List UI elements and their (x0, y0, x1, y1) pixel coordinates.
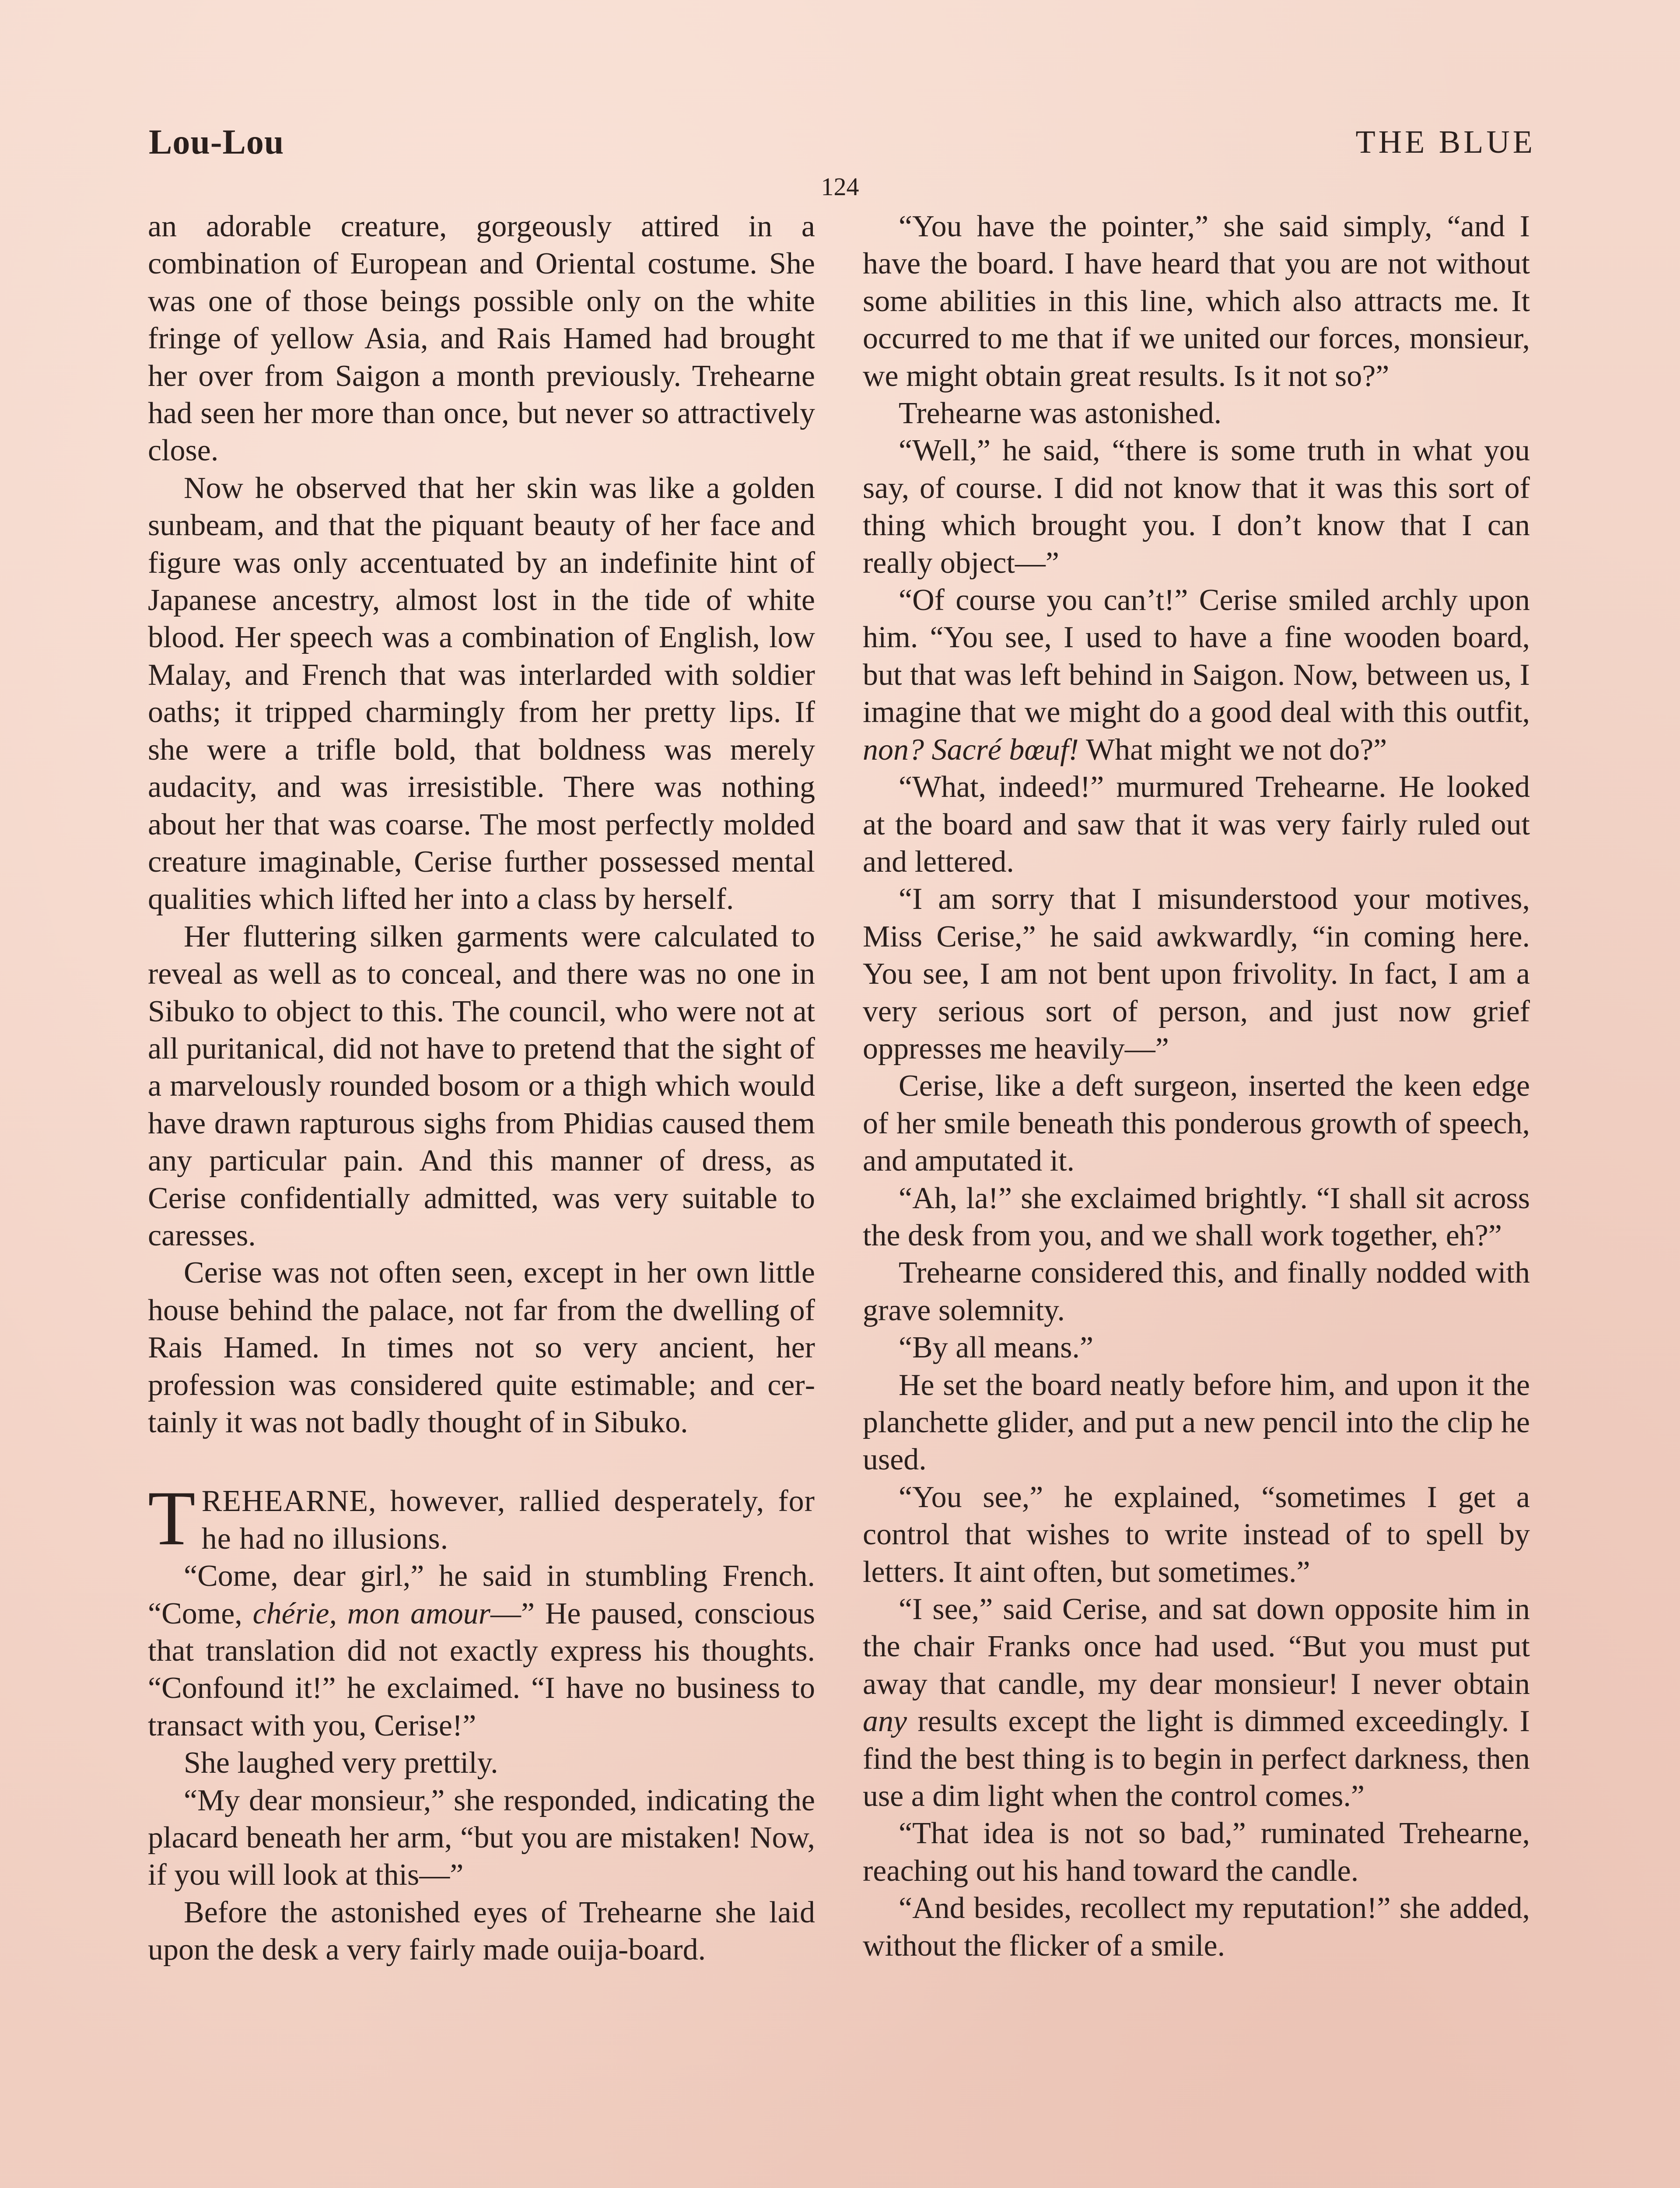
text-run: —” He paused, conscious that translation did not exactly express his thoughts. “Confound it!” he exclaimed. “I have no business to transact with you, Cerise!” (148, 1596, 816, 1743)
text-run: “I see,” said Cerise, and sat down opposite him in the chair Franks once had used. “But you must put away that candle, my dear monsieur! I never obtain (863, 1592, 1530, 1701)
paragraph (148, 1557, 815, 1744)
paragraph: Trehearne considered this, and finally nodded with grave solemnity. (863, 1256, 1530, 1327)
text-run: What might we not do?” (1078, 733, 1387, 767)
paragraph: “You have the pointer,” she said simply, “and I have the board. I have heard that you are not without some abilities in this line, which also attracts me. It occurred to me that if we united our forces, monsieur, we might obtain great results. Is it not so?” (863, 210, 1530, 393)
paragraph: Her fluttering silken garments were calculated to reveal as well as to conceal, and there was no one in Sibuko to object to this. The council, who were not at all puritanical, did not have to pretend that the sight of a marvelously rounded bosom or a thigh which would have drawn rapturous sighs from Phidias caused them any particular pain. And this manner of dress, as Cerise confidentially admitted, was very suitable to caresses. (148, 919, 815, 1252)
paragraph: Before the astonished eyes of Trehearne she laid upon the desk a very fairly made ouija-board. (148, 1895, 815, 1967)
paragraph: She laughed very prettily. (184, 1746, 498, 1780)
text-run: “Of course you can’t!” Cerise smiled archly upon him. “You see, I used to have a fine wooden board, but that was left behind in Saigon. Now, between us, I imagine that we might do a good deal with this outfit, (863, 583, 1530, 729)
paragraph: “Well,” he said, “there is some truth in what you say, of course. I did not know that it was this sort of thing which brought you. I don’t know that I can really object—” (863, 434, 1530, 580)
paragraph: “Ah, la!” she exclaimed brightly. “I shall sit across the desk from you, and we shall work together, eh?” (863, 1181, 1530, 1252)
italic-text: non? Sacré bœuf! (863, 733, 1079, 767)
paragraph: Cerise, like a deft surgeon, inserted the keen edge of her smile beneath this ponderous growth of speech, and amputated it. (863, 1069, 1530, 1178)
section-opening-paragraph (148, 1475, 815, 1562)
story-title: Lou-Lou (149, 123, 284, 161)
paragraph: Trehearne was astonished. (899, 396, 1222, 431)
paragraph: Now he observed that her skin was like a golden sunbeam, and that the piquant beauty of her face and figure was only accentuated by an indefinite hint of Japanese ancestry, almost lost in the tide of white blood. Her speech was a combination of English, low Malay, and French that was interlarded with soldier oaths; it tripped charmingly from her pretty lips. If she were a trifle bold, that boldness was merely audacity, and was irresistible. There was nothing about her that was coarse. The most perfectly molded creature imaginable, Cerise further possessed mental qualities which lifted her into a class by herself. (148, 471, 815, 916)
paragraph (863, 582, 1530, 768)
drop-cap: T (148, 1475, 196, 1562)
paragraph: “You see,” he explained, “sometimes I get a control that wishes to write instead of to spell by letters. It aint often, but sometimes.” (863, 1480, 1530, 1589)
paragraph: “I am sorry that I misunderstood your motives, Miss Cerise,” he said awkwardly, “in coming here. You see, I am not bent upon frivolity. In fact, I am a very serious sort of person, and just now grief oppresses me heavily—” (863, 882, 1530, 1066)
magazine-title: THE BLUE (1355, 124, 1536, 160)
paragraph: “What, indeed!” murmured Trehearne. He looked at the board and saw that it was very fairly ruled out and lettered. (863, 770, 1530, 879)
paragraph (863, 1591, 1530, 1815)
paragraph: “My dear monsieur,” she responded, indicating the placard beneath her arm, “but you are mistaken! Now, if you will look at this—” (148, 1783, 815, 1892)
running-head (149, 118, 1536, 166)
italic-text: any (863, 1704, 907, 1739)
left-column (148, 208, 815, 1969)
text-run: “Come, dear girl,” he said in stumbling French. “Come, (148, 1559, 815, 1630)
paragraph: “That idea is not so bad,” ruminated Trehearne, reaching out his hand toward the candle. (863, 1816, 1530, 1888)
paragraph: He set the board neatly before him, and upon it the planchette glider, and put a new pencil into the clip he used. (863, 1368, 1530, 1477)
paragraph-text: REHEARNE, however, rallied desperately, for he had no illusions. (201, 1484, 815, 1556)
paragraph: “By all means.” (899, 1331, 1094, 1365)
text-run: results except the light is dimmed exceedingly. I find the best thing is to begin in perfect darkness, then use a dim light when the control comes.” (863, 1704, 1530, 1813)
italic-text: chérie, mon amour (252, 1596, 490, 1630)
page-number: 124 (821, 172, 859, 201)
paragraph: “And besides, recollect my reputation!” she added, without the flicker of a smile. (863, 1891, 1530, 1963)
right-column (863, 208, 1530, 1964)
paragraph: an adorable creature, gorgeously attired in a combination of European and Oriental costume. She was one of those beings possible only on the white fringe of yellow Asia, and Rais Hamed had brought her over from Saigon a month previously. Trehearne had seen her more than once, but never so attractively close. (148, 210, 815, 468)
paragraph: Cerise was not often seen, except in her own little house behind the palace, not far from the dwelling of Rais Hamed. In times not so very ancient, her profession was considered quite estimable; and certainly it was not badly thought of in Sibuko. (148, 1256, 815, 1439)
